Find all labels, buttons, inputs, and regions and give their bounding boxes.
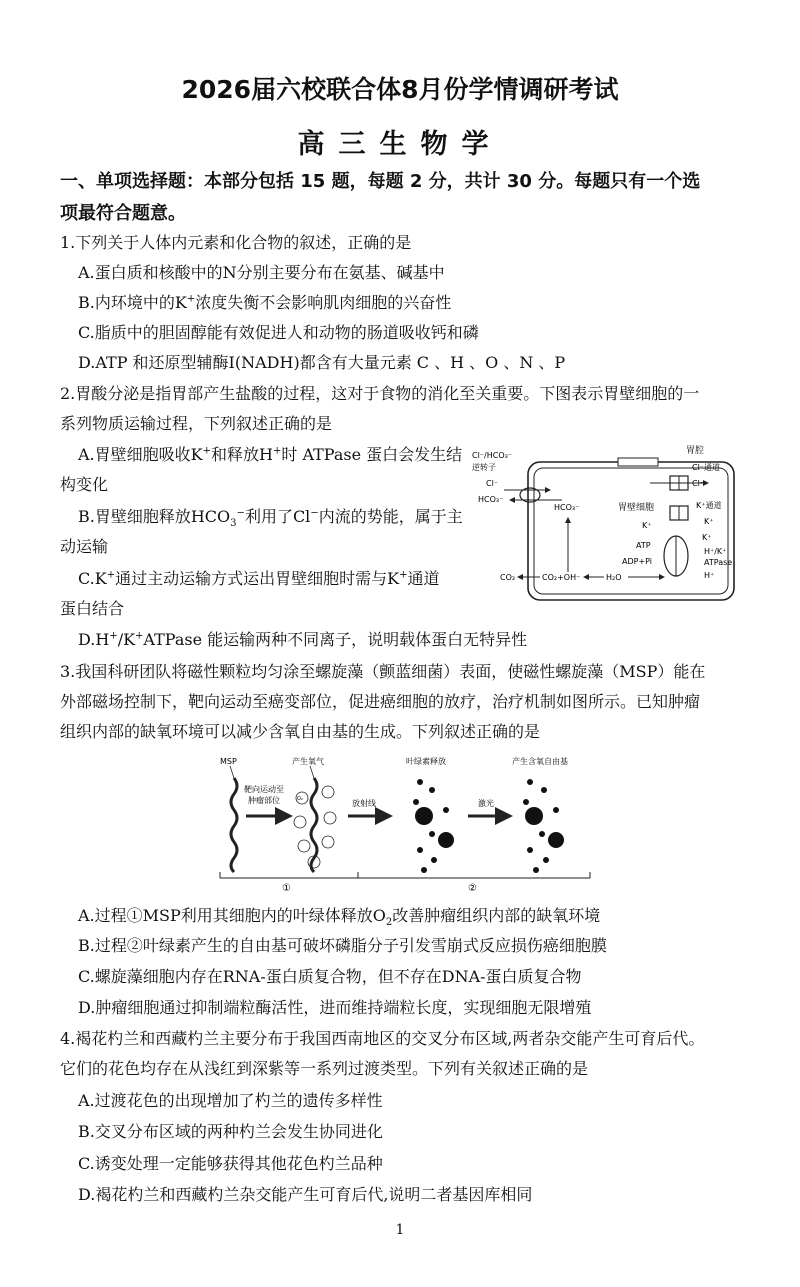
q3-stem-line1: 3.我国科研团队将磁性颗粒均匀涂至螺旋藻（颤蓝细菌）表面，使磁性螺旋藻（MSP）能在 xyxy=(60,662,706,681)
step1-label: ① xyxy=(282,883,291,894)
q2-option-a-cont: 构变化 xyxy=(60,475,109,494)
parietal-cell-diagram xyxy=(470,440,750,610)
atp-label: ATP xyxy=(636,541,651,550)
q2-stem-line2: 系列物质运输过程，下列叙述正确的是 xyxy=(60,414,333,433)
q1-option-c: C.脂质中的胆固醇能有效促进人和动物的肠道吸收钙和磷 xyxy=(78,323,479,342)
cl-top-label: Cl⁻ xyxy=(692,479,705,488)
q4-option-b: B.交叉分布区域的两种杓兰会发生协同进化 xyxy=(78,1122,383,1141)
target-label-2: 肿瘤部位 xyxy=(248,796,280,805)
adp-label: ADP+Pi xyxy=(622,557,653,566)
k-label-2: K⁺ xyxy=(642,521,652,530)
hk-label-1: H⁺/K⁺ xyxy=(704,547,727,556)
msp-spiral xyxy=(231,778,237,872)
laser-label: 激光 xyxy=(478,799,494,808)
o2-bubble xyxy=(294,816,306,828)
exchanger-label-2: 逆转子 xyxy=(472,463,496,472)
cell-label: 胃壁细胞 xyxy=(618,503,655,513)
oxygen-label: 产生氧气 xyxy=(292,757,324,766)
q2-option-b-cont: 动运输 xyxy=(60,537,109,556)
k-label-1: K⁺ xyxy=(704,517,714,526)
q1-stem: 1.下列关于人体内元素和化合物的叙述，正确的是 xyxy=(60,233,412,252)
cl-channel-label: Cl⁻通道 xyxy=(692,463,721,472)
hk-label-2: ATPase xyxy=(704,558,733,567)
q3-option-d: D.肿瘤细胞通过抑制端粒酶活性，进而维持端粒长度，实现细胞无限增殖 xyxy=(78,998,592,1017)
q1-option-b: B.内环境中的K+浓度失衡不会影响肌肉细胞的兴奋性 xyxy=(78,293,452,312)
q3-option-c: C.螺旋藻细胞内存在RNA-蛋白质复合物，但不存在DNA-蛋白质复合物 xyxy=(78,967,582,986)
q2-stem-line1: 2.胃酸分泌是指胃部产生盐酸的过程，这对于食物的消化至关重要。下图表示胃壁细胞的一 xyxy=(60,384,700,403)
co2-out-label: CO₂ xyxy=(500,573,516,582)
section-heading-line1: 一、单项选择题：本部分包括 15 题，每题 2 分，共计 30 分。每题只有一个选 xyxy=(60,171,701,192)
o2-bubble xyxy=(322,836,334,848)
q1-option-a: A.蛋白质和核酸中的N分别主要分布在氨基、碱基中 xyxy=(78,263,445,282)
cl-left-label: Cl⁻ xyxy=(486,479,499,488)
o2-bubble xyxy=(322,786,334,798)
q2-option-a: A.胃壁细胞吸收K+和释放H+时 ATPase 蛋白会发生结 xyxy=(78,445,463,464)
o2-bubble xyxy=(298,840,310,852)
q3-stem-line2: 外部磁场控制下，靶向运动至癌变部位，促进癌细胞的放疗，治疗机制如图所示。已知肿瘤 xyxy=(60,692,701,711)
q4-stem-line2: 它们的花色均存在从浅红到深紫等一系列过渡类型。下列有关叙述正确的是 xyxy=(60,1059,589,1078)
q1-option-d: D.ATP 和还原型辅酶Ⅰ(NADH)都含有大量元素 C 、H 、O 、N 、P xyxy=(78,353,566,372)
o2-bubble xyxy=(324,812,336,824)
q2-option-b: B.胃壁细胞释放$HCO_3^-$利用了Cl−内流的势能，属于主 xyxy=(78,507,463,530)
co2-oh-label: CO₂+OH⁻ xyxy=(542,573,581,582)
apical-junction xyxy=(618,458,658,466)
q4-option-d: D.褐花杓兰和西藏杓兰杂交能产生可育后代,说明二者基因库相同 xyxy=(78,1185,533,1204)
q2-option-d: D.H+/K+ATPase 能运输两种不同离子，说明载体蛋白无特异性 xyxy=(78,630,528,649)
q3-option-a: A.过程①MSP利用其细胞内的叶绿体释放$O_2$改善肿瘤组织内部的缺氧环境 xyxy=(78,906,601,929)
msp-mechanism-diagram xyxy=(210,750,600,895)
q2-option-c-cont: 蛋白结合 xyxy=(60,599,125,618)
q2-option-c: C.K+通过主动运输方式运出胃壁细胞时需与K+通道 xyxy=(78,569,440,588)
lumen-label: 胃腔 xyxy=(686,446,705,456)
k-channel-label: K⁺通道 xyxy=(696,501,722,510)
exchanger-label-1: Cl⁻/HCO₃⁻ xyxy=(472,451,513,460)
q4-option-c: C.诱变处理一定能够获得其他花色杓兰品种 xyxy=(78,1154,383,1173)
h-out-label: H⁺ xyxy=(704,571,715,580)
o2-bubble-label: O₂ xyxy=(297,796,303,802)
k-label-3: K⁺ xyxy=(702,533,712,542)
section-heading-line2: 项最符合题意。 xyxy=(60,203,186,224)
radical-fragments xyxy=(523,779,564,873)
broken-msp-fragments xyxy=(413,779,454,873)
subject-title: 高三生物学 xyxy=(297,129,503,160)
q4-option-a: A.过渡花色的出现增加了杓兰的遗传多样性 xyxy=(78,1091,383,1110)
msp-spiral-oxygen xyxy=(311,778,317,872)
exam-title: 2026届六校联合体8月份学情调研考试 xyxy=(181,75,619,104)
step2-label: ② xyxy=(468,883,477,894)
msp-label: MSP xyxy=(220,757,237,766)
target-label-1: 靶向运动至 xyxy=(244,785,284,794)
h2o-label: H₂O xyxy=(606,573,622,582)
q3-option-b: B.过程②叶绿素产生的自由基可破坏磷脂分子引发雪崩式反应损伤癌细胞膜 xyxy=(78,936,607,955)
hco3-in-label: HCO₃⁻ xyxy=(554,503,580,512)
hco3-left-label: HCO₃⁻ xyxy=(478,495,504,504)
q4-stem-line1: 4.褐花杓兰和西藏杓兰主要分布于我国西南地区的交叉分布区域,两者杂交能产生可育后代。 xyxy=(60,1029,705,1048)
radical-label: 产生含氧自由基 xyxy=(512,757,568,766)
chl-release-label: 叶绿素释放 xyxy=(406,757,446,766)
radiation-label: 放射线 xyxy=(352,799,376,808)
section-heading xyxy=(60,166,750,230)
q3-stem-line3: 组织内部的缺氧环境可以减少含氧自由基的生成。下列叙述正确的是 xyxy=(60,722,541,741)
page-number: 1 xyxy=(395,1222,405,1238)
